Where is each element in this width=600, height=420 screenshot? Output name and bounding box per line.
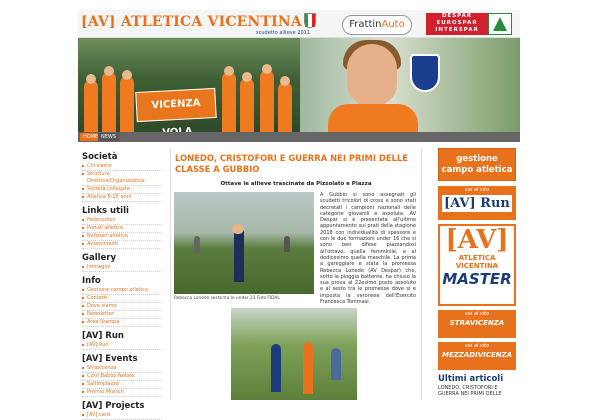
sidebar-list-info	[82, 287, 162, 327]
sidebar-list-av-run	[82, 342, 162, 350]
article-subtitle: Ottave le allieve trascinate da Pizzolato e Piazza	[220, 181, 372, 187]
team-member-figure	[278, 82, 292, 132]
av-master-line-2: VICENTINA	[455, 262, 499, 270]
promo-gestione-campo[interactable]	[438, 148, 516, 181]
nav-news-link[interactable]: NEWS	[98, 133, 119, 141]
vicenza-vola-banner: VICENZA	[135, 88, 216, 122]
sidebar-list-societa	[82, 163, 162, 202]
team-member-head	[280, 76, 290, 86]
logo-text: ATLETICA VICENTINA	[120, 14, 302, 30]
team-member-figure	[260, 70, 274, 132]
page	[78, 10, 520, 418]
promo-gestione-line-1: gestione	[456, 154, 498, 164]
team-photo	[78, 38, 300, 132]
sponsor-auto-text: Auto	[381, 19, 405, 30]
sidebar-item-av-card[interactable]: [AV] card	[82, 412, 162, 420]
runner-figure	[271, 344, 281, 392]
promo-av-master[interactable]	[438, 224, 516, 306]
sidebar-item-stravicenza[interactable]: Stravicenza	[82, 365, 162, 373]
promo-vai-al-sito: vai al sito	[464, 187, 490, 193]
tagline: scudetto allieve 2011	[256, 30, 310, 36]
sidebar-list-links	[82, 217, 162, 249]
sidebar-heading-av-run: [AV] Run	[82, 331, 124, 341]
team-member-head	[122, 70, 132, 80]
promo-av-run[interactable]	[438, 186, 516, 220]
despar-line-2: EUROSPAR	[436, 20, 478, 26]
promo-vai-al-sito: vai al sito	[464, 343, 490, 349]
promo-gestione-line-2: campo atletica	[441, 165, 513, 175]
promo-stravicenza[interactable]	[438, 310, 516, 338]
despar-line-3: INTERSPAR	[435, 27, 479, 33]
sidebar-heading-info: Info	[82, 276, 101, 286]
team-member-figure	[222, 72, 236, 132]
team-member-head	[224, 66, 234, 76]
sponsor-frattin-auto[interactable]	[342, 15, 412, 35]
stravicenza-logo: STRAVICENZA	[449, 319, 505, 327]
team-member-figure	[102, 72, 116, 132]
sidebar-item-gestione-campo[interactable]: Gestione campo atletica	[82, 287, 162, 295]
athlete-photo	[300, 38, 520, 132]
av-master-logo: [AV]	[445, 225, 509, 255]
sidebar-list-gallery	[82, 264, 162, 272]
header-banner-photo	[78, 38, 520, 132]
av-master-line-1: ATLETICA	[458, 254, 496, 262]
promo-mezzadivicenza[interactable]	[438, 342, 516, 370]
sidebar-heading-gallery: Gallery	[82, 253, 117, 263]
sidebar-item-federazioni[interactable]: Federazioni	[82, 217, 162, 225]
av-master-word: MASTER	[442, 270, 512, 288]
right-sidebar	[438, 148, 516, 397]
spar-tree-icon	[488, 13, 512, 35]
av-run-logo: [AV] Run	[442, 195, 512, 212]
logo-bracket: [AV]	[81, 14, 116, 30]
team-member-head	[242, 72, 252, 82]
runner-figure	[303, 342, 313, 394]
sidebar-item-area-stampa[interactable]: Area Stampa	[82, 319, 162, 327]
spectator-figure	[284, 236, 290, 252]
sidebar-heading-links: Links utili	[82, 206, 129, 216]
team-member-figure	[84, 80, 98, 132]
article-body: A Gubbio si sono assegnati gli scudetti tricolori di cross e sono stati decretati i campioni nazionali delle categorie giovanili e assolute. AV Despar si è presentata all'ultimo appuntamento sui prati della stagione 2018 con individualità di spessore e con le due formazioni under 16 che si sono ben difese piazzandosi all'ottavo, quella femminile, e al dodicesimo quella maschile. La prima a gareggiare è stata la promessa Rebecca Lonedo (AV Despar) che, sotto la pioggia battente, ha chiuso la sua prova al 22esimo posto assoluto e al sesto tra le promesse dove si è imposta la veronese dell'Esercito Francesca Tommasi.	[320, 192, 416, 306]
sidebar-item-contatti[interactable]: Contatti	[82, 295, 162, 303]
sidebar-item-immagini[interactable]: Immagini	[82, 264, 162, 272]
shield-badge-icon	[410, 54, 440, 92]
sponsor-despar[interactable]	[426, 13, 488, 35]
sidebar-item-struttura[interactable]: Struttura Direttiva/Organizzativa	[82, 171, 162, 186]
top-nav	[78, 132, 520, 142]
sidebar-item-atletica-8-15[interactable]: Atletica 8-15 anni	[82, 194, 162, 202]
despar-line-1: DESPAR	[441, 13, 473, 19]
athlete-face	[347, 44, 397, 106]
sidebar-item-av-run[interactable]: [AV] Run	[82, 342, 162, 350]
sidebar-item-portali[interactable]: Portali atletica	[82, 225, 162, 233]
team-member-head	[104, 66, 114, 76]
sidebar-item-notiziari[interactable]: Notiziari atletica	[82, 233, 162, 241]
site-header	[78, 10, 520, 38]
runner-head	[232, 224, 244, 234]
sidebar-item-societa-collegate[interactable]: Società collegate	[82, 186, 162, 194]
sidebar-list-av-projects	[82, 412, 162, 420]
team-member-figure	[120, 76, 134, 132]
ultimi-articoli-item[interactable]: LONEDO, CRISTOFORI E GUERRA NEI PRIMI DELLE	[438, 385, 502, 397]
sidebar-heading-av-projects: [AV] Projects	[82, 401, 145, 411]
article-title[interactable]: LONEDO, CRISTOFORI E GUERRA NEI PRIMI DELLE CLASSE A GUBBIO	[175, 153, 408, 174]
sponsor-frattin-text: Frattin	[349, 19, 382, 30]
sidebar-heading-societa: Società	[82, 152, 118, 162]
sidebar-item-premio-munich[interactable]: Premio Munich	[82, 389, 162, 397]
sidebar-item-newsletter[interactable]: Newsletter	[82, 311, 162, 319]
sidebar-item-corri-babbo-natale[interactable]: Corri Babbo Natale	[82, 373, 162, 381]
team-member-head	[262, 64, 272, 74]
sidebar-heading-av-events: [AV] Events	[82, 354, 138, 364]
team-member-head	[86, 74, 96, 84]
runner-figure	[234, 226, 244, 282]
promo-vai-al-sito: vai al sito	[464, 311, 490, 317]
sidebar-item-avvenimenti[interactable]: Avvenimenti	[82, 241, 162, 249]
sidebar-item-dove-siamo[interactable]: Dove siamo	[82, 303, 162, 311]
italian-shield-icon	[304, 13, 316, 28]
photo-caption: Rebecca Lonedo sesta tra le under 23 Foto FIDAL	[174, 296, 280, 301]
nav-home-link[interactable]: HOME	[80, 133, 101, 141]
main-content	[170, 148, 422, 400]
mezzadivicenza-logo: MEZZADIVICENZA	[441, 351, 513, 359]
athlete-shirt	[328, 104, 418, 134]
site-logo[interactable]	[81, 14, 302, 30]
sidebar-item-chi-siamo[interactable]: Chi siamo	[82, 163, 162, 171]
spectator-figure	[194, 236, 200, 254]
sidebar-item-saltimpiazza[interactable]: Saltimpiazza	[82, 381, 162, 389]
article-photo-runner	[174, 192, 314, 294]
article-photo-race	[231, 308, 357, 400]
left-sidebar	[82, 148, 162, 420]
ultimi-articoli-heading: Ultimi articoli	[438, 374, 504, 384]
runner-figure	[331, 348, 341, 380]
team-member-figure	[240, 78, 254, 132]
sidebar-list-av-events	[82, 365, 162, 397]
